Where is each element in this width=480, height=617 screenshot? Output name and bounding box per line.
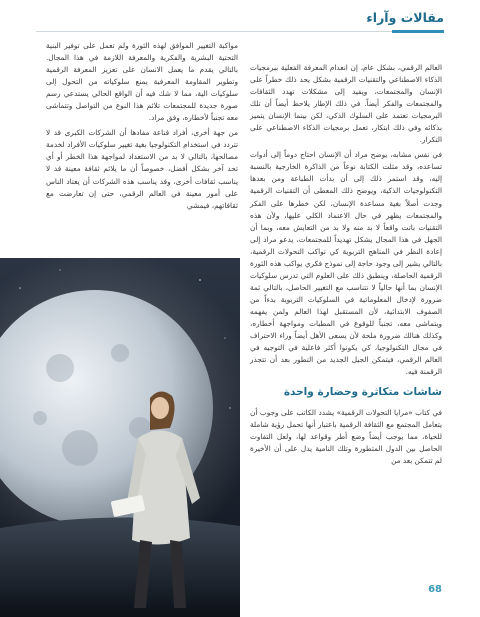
article-paragraph: في كتاب «مرايا التحولات الرقمية» يشدد الكاتب على وجوب أن يتعامل المجتمع مع الثقافة الرقمية باعتبار أنها تحمل رؤية شاملة للحياة، مما يوجب أيضاً وضع أطر وقواعد لها، ولعل التفاوت الحاصل بين الدول المتطورة وتلك النامية يدل على أن الأخيرة لم تتمكن بعد من: [250, 408, 442, 466]
page-number: 68: [428, 584, 442, 595]
article-subheading: شاشات متكاثرة وحضارة واحدة: [283, 386, 442, 399]
header-divider: [36, 31, 444, 32]
article-paragraph: في نفس مشابه، يوضح مراد أن الإنسان احتاج دوماً إلى أدوات تساعده، وقد مثلت الكتابة نوعاً من الذاكرة الخارجية بالنسبة إليه، وقد استمر ذلك إلى أن بدأت الطباعة ومن بعدها التكنولوجيات الذكية، ويوضح ذلك المعطى أن التقنيات الرقمية وجدت أصلاً بغية مساعدة الإنسان، لكن خطرها على الفكر والمجتمعات يظهر في حال الاعتماد الكلي عليها، ولأن هذه التقنيات باتت واقعاً لا بد منه ولا بد من التعايش معه، وبما أن الجهل في هذا المجال يشكل تهديداً للمجتمعات، يدعو مراد إلى إعادة النظر في المناهج التربوية كي تواكب التحولات الرقمية، بالتالي يشير إلى وجود حاجة إلى نموذج فكري يواكب هذه الثورة الرقمية الحاصلة، وينطبق ذلك على العلوم التي تدرس سلوكيات الإنسان بما أنها حالياً لا تتناسب مع التغيير الحاصل، بالتالي ثمة ضرورة لإدخال المعلوماتية في السلوكيات التربوية بدءاً من الصفوف الابتدائية، لأن المستقبل لهذا العالم ولمن يفهمه ويتماشى معه، تجنباً للوقوع في المطبات ومواجهة أخطاره، وكذلك هنالك ضرورة ملحة لأن يسعى الأهل أيضاً وراء الاحتراف في مجال التكنولوجيا، كي يكونوا أكثر فاعلية في التوجيه في العالم الرقمي، فيتمكن الجيل الجديد من التطور بعد أن تتجذر الرقمنة فيه.: [250, 150, 442, 377]
article-paragraph: العالم الرقمي، بشكل عام، إن انعدام المعرفة الفعلية ببرمجيات الذكاء الاصطناعي والتقنيات الرقمية بشكل يحد ذلك خطراً على الإنسان والمجتمعات، ويفيد إلى مشكلات تهدد الثقافات والمجتمعات والفكر أيضاً. في ذلك الإطار يلاحظ أيضاً أن تلك البرمجيات تعتمد على السلوك الذكي، لكن بينما الإنسان يتميز بذكائه وفي ذلك ابتكار، تعمل برمجيات الذكاء الاصطناعي على التكرار.: [250, 63, 442, 145]
article-paragraph: مواكبة التغيير الموافق لهذه الثورة ولم تعمل على توفير البنية التحتية البشرية والفكرية والمعرفة اللازمة في هذا المجال. بالتالي يقدم ما يعمل الانسان على تعزيز المعرفة الرقمية وتطوير المقاومة المعرفية يمنع سلوكياته من التحول إلى سلوكيات الية، مما لا شك فيه أن الواقع الحالي يستدعي رسم صورة جديدة للمجتمعات تلائم هذا النوع من التواصل وتتماشى معه تجنباً لأخطاره، وفق مراد.: [46, 41, 238, 123]
article-paragraph: من جهة أخرى، أفراد قناعة مفادها أن الشركات الكبرى قد لا تتردد في استخدام التكنولوجيا بغية تغيير سلوكيات الأفراد لخدمة مصالحها، بالتالي لا بد من الاستعداد لمواجهة هذا الخطر أو أي تحد آخر بشكل أفضل، خصوصاً أن ما يلائم ثقافة معينة قد لا يناسب ثقافات أخرى، وقد يناسب هذه الشركات أن يعتاد الناس على أمور معينة في العالم الرقمي، حتى إن تعارضت مع ثقافاتهم، فيمشي: [46, 128, 238, 210]
section-title: مقالات وآراء: [366, 10, 444, 25]
article-column-right: [250, 62, 442, 471]
article-column-left: [46, 40, 238, 215]
astronaut-woman-moon-illustration: [0, 258, 240, 617]
header-accent-bar: [392, 30, 444, 33]
